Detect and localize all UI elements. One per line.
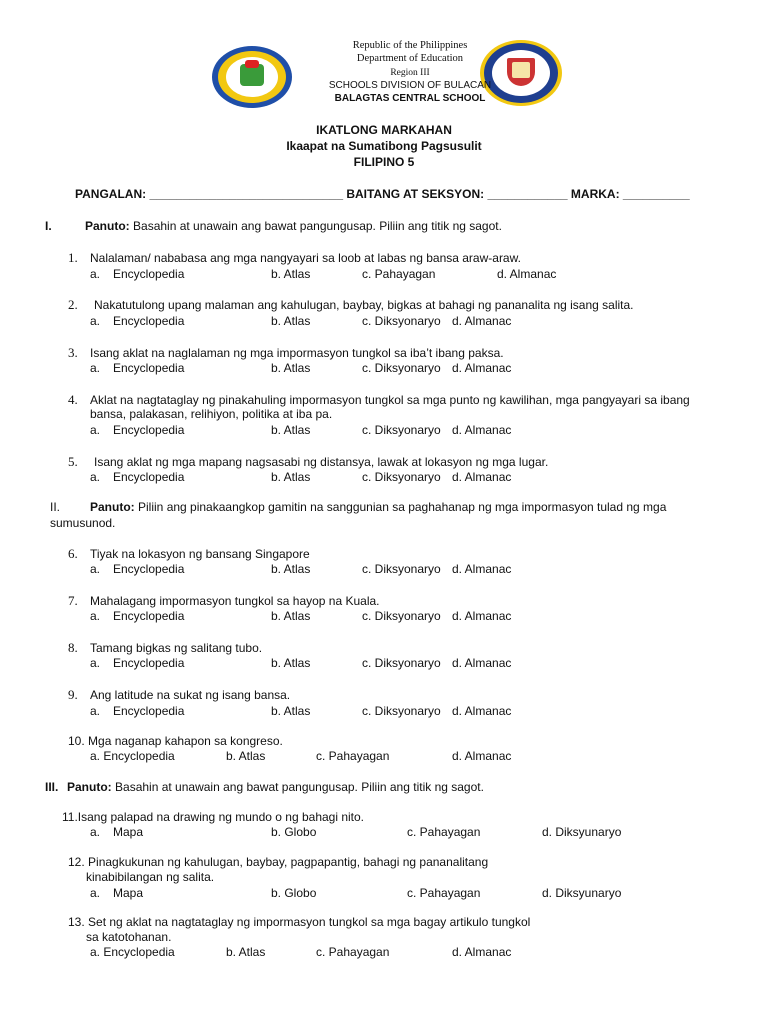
choice-b[interactable]: b. Globo bbox=[271, 886, 317, 900]
choice-b[interactable]: b. Atlas bbox=[226, 945, 266, 959]
question-4-continuation: bansa, palakasan, relihiyon, politika at iba pa. bbox=[90, 407, 333, 421]
question-5: 5. Isang aklat ng mga mapang nagsasabi ng distansya, lawak at lokasyon ng mga lugar. bbox=[68, 454, 549, 469]
choice-a[interactable]: a. bbox=[90, 314, 101, 328]
header-region: Region III bbox=[390, 68, 430, 78]
choice-d[interactable]: d. Diksyunaryo bbox=[542, 825, 622, 839]
question-2: 2. Nakatutulong upang malaman ang kahulugan, baybay, bigkas at bahagi ng pananalita ng isang salita. bbox=[68, 297, 634, 312]
choice-d[interactable]: d. Almanac bbox=[452, 314, 512, 328]
question-3: 3. Isang aklat na naglalaman ng mga impormasyon tungkol sa iba’t ibang paksa. bbox=[68, 345, 504, 360]
grade-label: BAITANG AT SEKSYON: bbox=[346, 187, 485, 201]
section-1-instruction: I. Panuto: Basahin at unawain ang bawat pangungusap. Piliin ang titik ng sagot. bbox=[45, 219, 502, 233]
choice-c[interactable]: c. Diksyonaryo bbox=[362, 609, 441, 623]
choice-d[interactable]: d. Almanac bbox=[452, 749, 512, 763]
choice-a[interactable]: a. bbox=[90, 886, 101, 900]
score-label: MARKA: bbox=[570, 187, 620, 201]
test-title: Ikaapat na Sumatibong Pagsusulit bbox=[286, 139, 482, 153]
choice-c[interactable]: c. Diksyonaryo bbox=[362, 656, 441, 670]
question-6: 6. Tiyak na lokasyon ng bansang Singapore bbox=[68, 546, 310, 561]
section-2-instruction: II. Panuto: Piliin ang pinakaangkop gamitin na sanggunian sa paghahanap ng mga impormasyon tulad ng mga bbox=[50, 500, 667, 514]
question-10: 10. Mga naganap kahapon sa kongreso. bbox=[68, 734, 283, 748]
choice-a[interactable]: a. bbox=[90, 267, 101, 281]
choice-a-text: Mapa bbox=[113, 886, 144, 900]
choice-c[interactable]: c. Pahayagan bbox=[407, 886, 481, 900]
name-label: PANGALAN: bbox=[75, 187, 147, 201]
choice-a[interactable]: a. Encyclopedia bbox=[90, 749, 175, 763]
choice-a[interactable]: a. bbox=[90, 423, 101, 437]
choice-b[interactable]: b. Atlas bbox=[271, 423, 311, 437]
choice-a-text: Encyclopedia bbox=[113, 609, 185, 623]
choice-c[interactable]: c. Pahayagan bbox=[407, 825, 481, 839]
choice-d[interactable]: d. Almanac bbox=[452, 609, 512, 623]
question-12: 12. Pinagkukunan ng kahulugan, baybay, pagpapantig, bahagi ng pananalitang bbox=[68, 855, 489, 869]
quarter-title: IKATLONG MARKAHAN bbox=[316, 123, 452, 137]
section-2-continuation: sumusunod. bbox=[50, 516, 116, 530]
question-13-continuation: sa katotohanan. bbox=[86, 930, 172, 944]
choice-a-text: Encyclopedia bbox=[113, 361, 185, 375]
choice-a-text: Encyclopedia bbox=[113, 470, 185, 484]
choice-c[interactable]: c. Diksyonaryo bbox=[362, 423, 441, 437]
subject-title: FILIPINO 5 bbox=[353, 155, 415, 169]
choice-d[interactable]: d. Almanac bbox=[452, 423, 512, 437]
question-1: 1. Nalalaman/ nababasa ang mga nangyayari sa loob at labas ng bansa araw-araw. bbox=[68, 250, 521, 265]
choice-a[interactable]: a. bbox=[90, 470, 101, 484]
choice-a[interactable]: a. Encyclopedia bbox=[90, 945, 175, 959]
question-13: 13. Set ng aklat na nagtataglay ng impormasyon tungkol sa mga bagay artikulo tungkol bbox=[68, 915, 531, 929]
choice-a-text: Encyclopedia bbox=[113, 562, 185, 576]
school-seal-logo bbox=[212, 46, 292, 108]
choice-a-text: Encyclopedia bbox=[113, 314, 185, 328]
header-division: SCHOOLS DIVISION OF BULACAN bbox=[328, 80, 492, 91]
choice-c[interactable]: c. Pahayagan bbox=[362, 267, 436, 281]
choice-d[interactable]: d. Almanac bbox=[452, 470, 512, 484]
choice-d[interactable]: d. Diksyunaryo bbox=[542, 886, 622, 900]
question-4: 4. Aklat na nagtataglay ng pinakahuling impormasyon tungkol sa mga punto ng kawilihan, mga pangyayari sa ibang bbox=[68, 392, 690, 407]
choice-a-text: Encyclopedia bbox=[113, 656, 185, 670]
header-school: BALAGTAS CENTRAL SCHOOL bbox=[334, 93, 486, 104]
choice-a[interactable]: a. bbox=[90, 656, 101, 670]
choice-b[interactable]: b. Atlas bbox=[271, 267, 311, 281]
choice-a[interactable]: a. bbox=[90, 825, 101, 839]
choice-c[interactable]: c. Diksyonaryo bbox=[362, 314, 441, 328]
question-11: 11.Isang palapad na drawing ng mundo o ng bahagi nito. bbox=[62, 810, 365, 824]
choice-c[interactable]: c. Pahayagan bbox=[316, 945, 390, 959]
choice-a[interactable]: a. bbox=[90, 361, 101, 375]
choice-a[interactable]: a. bbox=[90, 609, 101, 623]
choice-d[interactable]: d. Almanac bbox=[452, 945, 512, 959]
grade-blank[interactable]: ____________ bbox=[487, 187, 568, 201]
choice-b[interactable]: b. Atlas bbox=[271, 470, 311, 484]
choice-a-text: Encyclopedia bbox=[113, 423, 185, 437]
choice-a-text: Encyclopedia bbox=[113, 704, 185, 718]
choice-b[interactable]: b. Atlas bbox=[271, 361, 311, 375]
choice-b[interactable]: b. Atlas bbox=[271, 562, 311, 576]
choice-c[interactable]: c. Diksyonaryo bbox=[362, 361, 441, 375]
choice-a[interactable]: a. bbox=[90, 562, 101, 576]
question-8: 8. Tamang bigkas ng salitang tubo. bbox=[68, 640, 263, 655]
choice-b[interactable]: b. Atlas bbox=[226, 749, 266, 763]
choice-c[interactable]: c. Pahayagan bbox=[316, 749, 390, 763]
choice-a-text: Encyclopedia bbox=[113, 267, 185, 281]
choice-a-text: Mapa bbox=[113, 825, 144, 839]
choice-c[interactable]: c. Diksyonaryo bbox=[362, 704, 441, 718]
header-republic: Republic of the Philippines bbox=[352, 40, 468, 51]
choice-d[interactable]: d. Almanac bbox=[452, 656, 512, 670]
question-7: 7. Mahalagang impormasyon tungkol sa hayop na Kuala. bbox=[68, 593, 380, 608]
choice-b[interactable]: b. Atlas bbox=[271, 704, 311, 718]
name-field-row bbox=[75, 187, 690, 201]
name-blank[interactable]: _____________________________ bbox=[149, 187, 343, 201]
choice-d[interactable]: d. Almanac bbox=[452, 562, 512, 576]
question-12-continuation: kinabibilangan ng salita. bbox=[86, 870, 215, 884]
choice-b[interactable]: b. Atlas bbox=[271, 314, 311, 328]
header-department: Department of Education bbox=[356, 53, 464, 64]
choice-c[interactable]: c. Diksyonaryo bbox=[362, 562, 441, 576]
choice-d[interactable]: d. Almanac bbox=[497, 267, 557, 281]
choice-d[interactable]: d. Almanac bbox=[452, 361, 512, 375]
score-blank[interactable]: __________ bbox=[622, 187, 690, 201]
choice-d[interactable]: d. Almanac bbox=[452, 704, 512, 718]
choice-b[interactable]: b. Atlas bbox=[271, 656, 311, 670]
question-9: 9. Ang latitude na sukat ng isang bansa. bbox=[68, 687, 291, 702]
choice-b[interactable]: b. Globo bbox=[271, 825, 317, 839]
choice-b[interactable]: b. Atlas bbox=[271, 609, 311, 623]
section-3-instruction: III. Panuto: Basahin at unawain ang bawat pangungusap. Piliin ang titik ng sagot. bbox=[45, 780, 484, 794]
choice-a[interactable]: a. bbox=[90, 704, 101, 718]
choice-c[interactable]: c. Diksyonaryo bbox=[362, 470, 441, 484]
